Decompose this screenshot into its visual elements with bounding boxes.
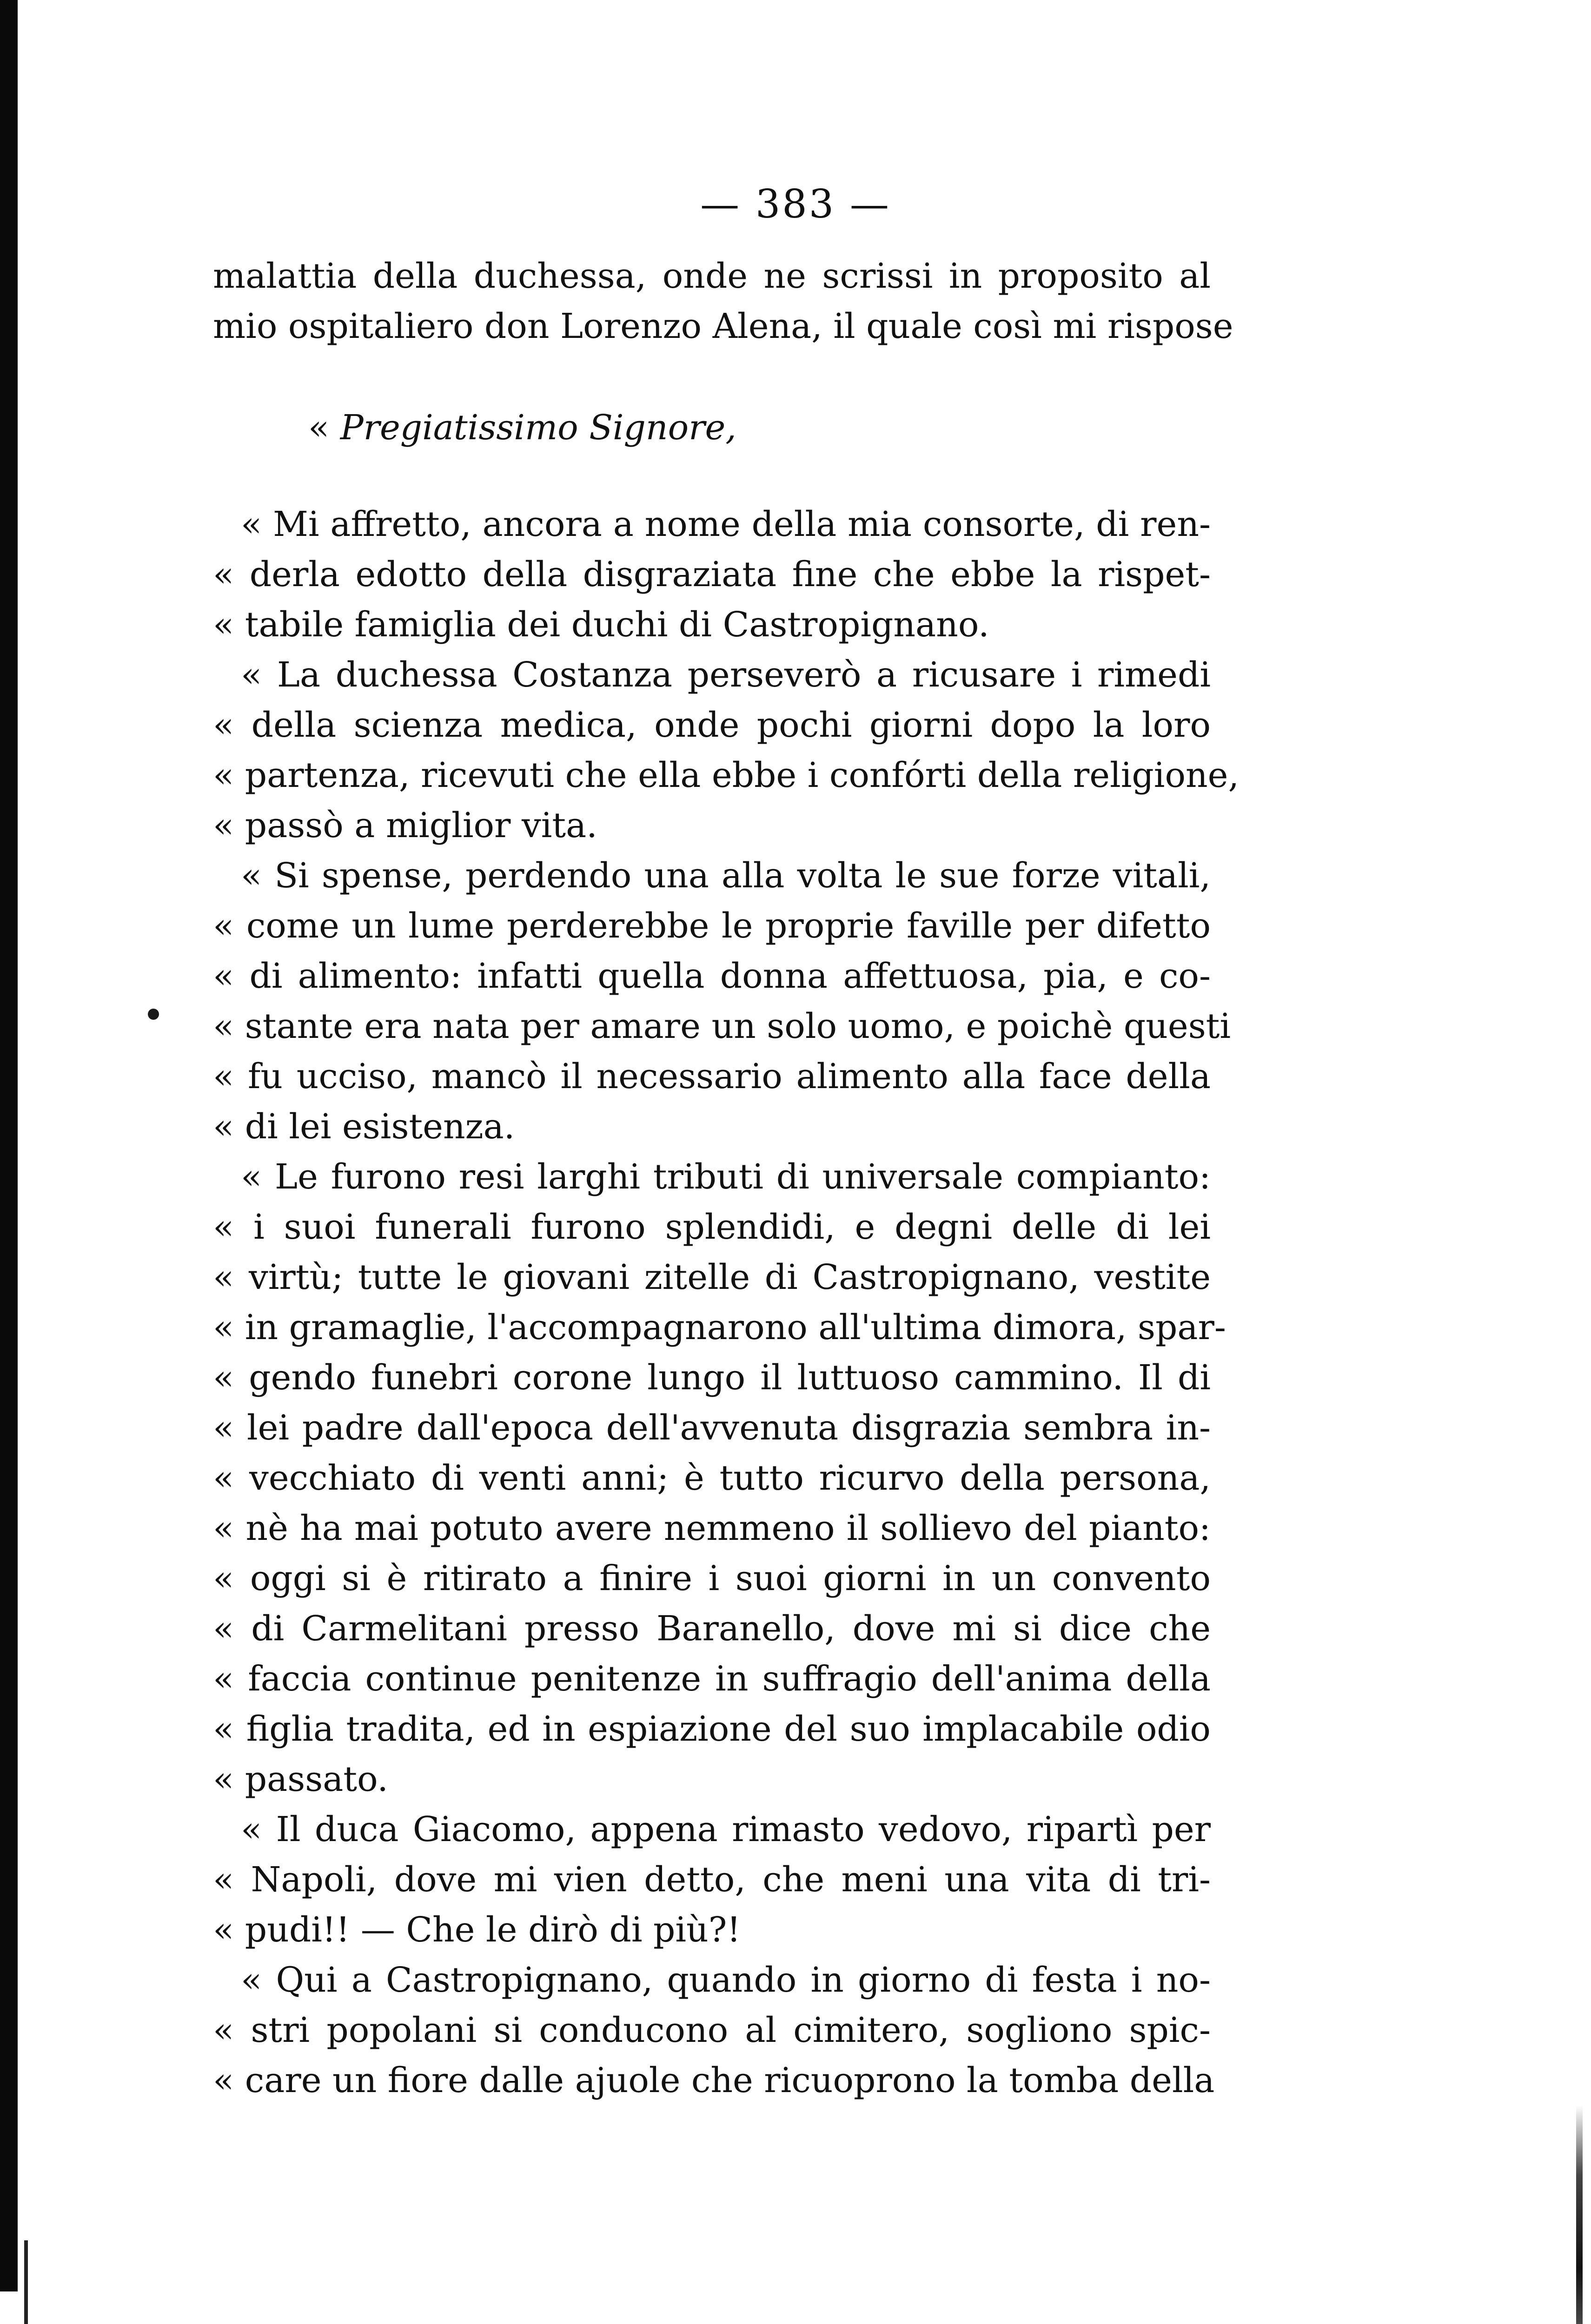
text-line: « stante era nata per amare un solo uomo, e poichè questi (213, 1006, 1231, 1046)
text-line: « Si spense, perdendo una alla volta le sue forze vitali, (241, 856, 1211, 896)
text-line: « vecchiato di venti anni; è tutto ricurvo della persona, (213, 1458, 1211, 1498)
text-line: « in gramaglie, l'accompagnarono all'ultima dimora, spar- (213, 1307, 1226, 1347)
scan-edge-mark-right (1576, 2106, 1583, 2324)
text-line: « della scienza medica, onde pochi giorni dopo la loro (213, 705, 1211, 745)
text-line: « tabile famiglia dei duchi di Castropignano. (213, 605, 989, 645)
text-line: « come un lume perderebbe le proprie faville per difetto (213, 906, 1211, 946)
text-line: mio ospitaliero don Lorenzo Alena, il quale così mi rispose (213, 306, 1233, 346)
scan-binding-shadow (0, 0, 18, 2291)
text-line: « passò a miglior vita. (213, 805, 597, 845)
text-line: « i suoi funerali furono splendidi, e degni delle di lei (213, 1207, 1211, 1247)
letter-salutation (213, 403, 1211, 453)
text-line: « Qui a Castropignano, quando in giorno di festa i no- (241, 1960, 1211, 2000)
text-line: « nè ha mai potuto avere nemmeno il sollievo del pianto: (213, 1508, 1211, 1548)
text-line: « di alimento: infatti quella donna affettuosa, pia, e co- (213, 956, 1211, 996)
text-line: « pudi!! — Che le dirò di più?! (213, 1910, 741, 1950)
page-number: — 383 — (700, 181, 891, 227)
text-line: « Mi affretto, ancora a nome della mia consorte, di ren- (241, 504, 1211, 544)
text-line: « faccia continue penitenze in suffragio dell'anima della (213, 1659, 1211, 1699)
text-line: « partenza, ricevuti che ella ebbe i confórti della religione, (213, 755, 1239, 795)
text-line: « Il duca Giacomo, appena rimasto vedovo, ripartì per (241, 1809, 1211, 1849)
text-line: « Le furono resi larghi tributi di universale compianto: (241, 1157, 1211, 1197)
text-line: « fu ucciso, mancò il necessario alimento alla face della (213, 1056, 1211, 1096)
text-line: « passato. (213, 1759, 388, 1799)
text-line: « figlia tradita, ed in espiazione del suo implacabile odio (213, 1709, 1211, 1749)
ink-spot (148, 1009, 159, 1020)
text-line: « care un fiore dalle ajuole che ricuoprono la tomba della (213, 2060, 1215, 2100)
text-line: « La duchessa Costanza perseverò a ricusare i rimedi (241, 655, 1211, 695)
text-line: « di lei esistenza. (213, 1107, 515, 1147)
quote-mark: « (308, 408, 330, 448)
text-line: « Napoli, dove mi vien detto, che meni una vita di tri- (213, 1860, 1211, 1900)
page-body (213, 251, 1239, 2106)
text-line: « stri popolani si conducono al cimitero, sogliono spic- (213, 2010, 1211, 2050)
text-line: malattia della duchessa, onde ne scrissi in proposito al (213, 256, 1211, 296)
text-line: « derla edotto della disgraziata fine che ebbe la rispet- (213, 555, 1211, 594)
text-line: « oggi si è ritirato a finire i suoi giorni in un convento (213, 1558, 1211, 1598)
salutation-text: Pregiatissimo Signore, (340, 408, 736, 448)
text-line: « virtù; tutte le giovani zitelle di Castropignano, vestite (213, 1257, 1211, 1297)
scan-edge-mark (24, 2240, 28, 2324)
text-line: « gendo funebri corone lungo il luttuoso cammino. Il di (213, 1358, 1211, 1398)
text-line: « di Carmelitani presso Baranello, dove mi si dice che (213, 1609, 1211, 1649)
text-line: « lei padre dall'epoca dell'avvenuta disgrazia sembra in- (213, 1408, 1211, 1448)
